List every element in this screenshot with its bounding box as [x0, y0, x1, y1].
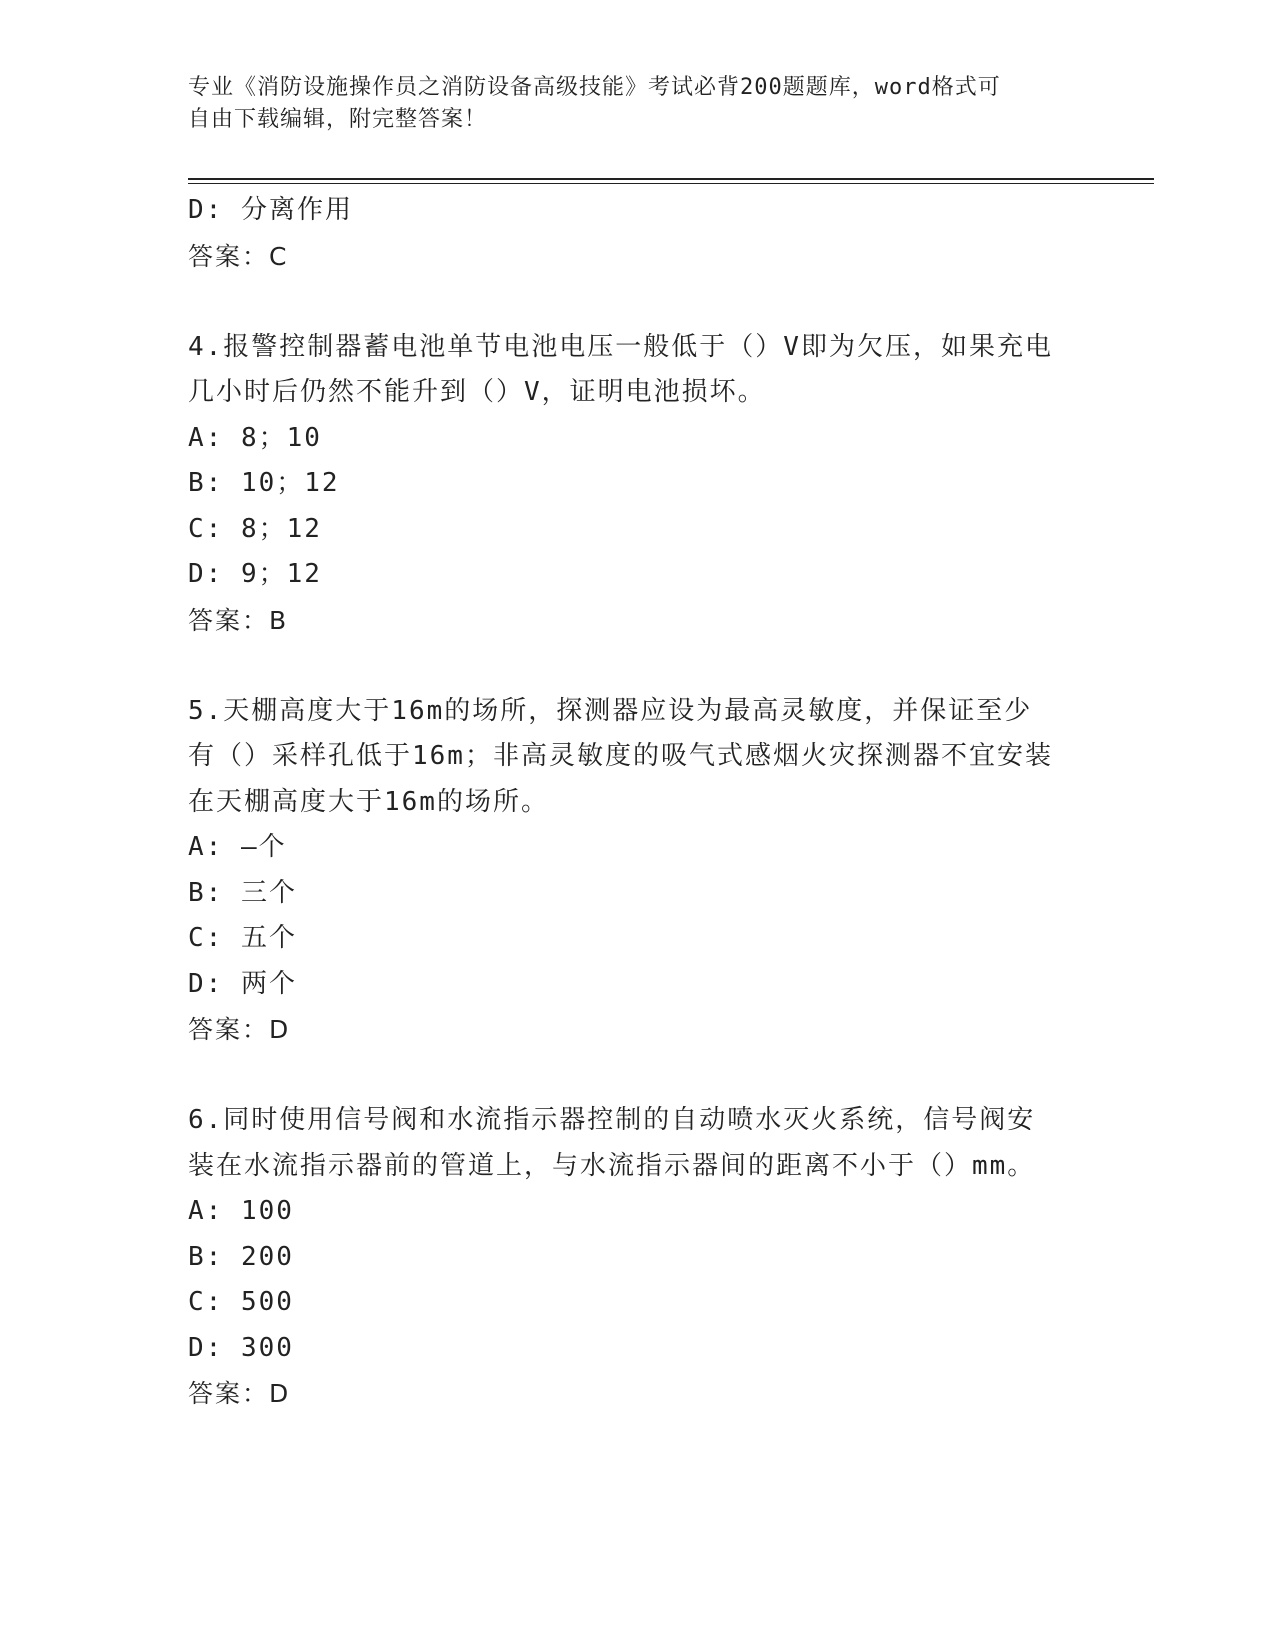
option-c: C: 8；12 — [188, 513, 322, 544]
question-block-5 — [188, 689, 1088, 1053]
document-header — [188, 72, 1088, 136]
option-c: C: 500 — [188, 1287, 294, 1317]
header-divider-thin — [188, 183, 1154, 184]
answer-line: 答案：D — [188, 1015, 291, 1044]
question-block-6 — [188, 1098, 1088, 1417]
option-a: A: 8；10 — [188, 422, 322, 453]
answer-line: 答案：D — [188, 1379, 291, 1408]
spacer — [188, 643, 1088, 689]
option-b: B: 200 — [188, 1241, 294, 1272]
option-d: D: 两个 — [188, 968, 297, 999]
spacer — [188, 279, 1088, 325]
question-stem-line: 几小时后仍然不能升到（）V，证明电池损坏。 — [188, 377, 766, 407]
question-stem-line: 有（）采样孔低于16m；非高灵敏度的吸气式感烟火灾探测器不宜安装 — [188, 741, 1053, 771]
question-block-4 — [188, 325, 1088, 644]
question-block-3-partial — [188, 188, 1088, 279]
option-a: A: 100 — [188, 1196, 294, 1226]
question-stem-line: 装在水流指示器前的管道上，与水流指示器间的距离不小于（）mm。 — [188, 1150, 1036, 1181]
answer-line: 答案：B — [188, 605, 289, 635]
option-b: B: 三个 — [188, 877, 297, 908]
question-list — [188, 188, 1088, 1417]
header-divider-thick — [188, 178, 1154, 180]
option-d: D: 分离作用 — [188, 195, 353, 225]
question-stem-line: 5.天棚高度大于16m的场所，探测器应设为最高灵敏度，并保证至少 — [188, 695, 1033, 726]
option-a: A: —个 — [188, 832, 287, 862]
question-stem-line: 4.报警控制器蓄电池单节电池电压一般低于（）V即为欠压，如果充电 — [188, 331, 1053, 362]
option-d: D: 300 — [188, 1332, 294, 1363]
option-d: D: 9；12 — [188, 559, 322, 589]
spacer — [188, 1053, 1088, 1099]
answer-line: 答案：C — [188, 241, 289, 271]
question-stem-line: 在天棚高度大于16m的场所。 — [188, 786, 549, 817]
option-c: C: 五个 — [188, 923, 297, 953]
question-stem-line: 6.同时使用信号阀和水流指示器控制的自动喷水灭火系统，信号阀安 — [188, 1105, 1036, 1135]
header-line-1: 专业《消防设施操作员之消防设备高级技能》考试必背200题题库，word格式可 — [188, 75, 1001, 100]
option-b: B: 10；12 — [188, 468, 340, 498]
header-line-2: 自由下载编辑，附完整答案！ — [188, 107, 488, 132]
